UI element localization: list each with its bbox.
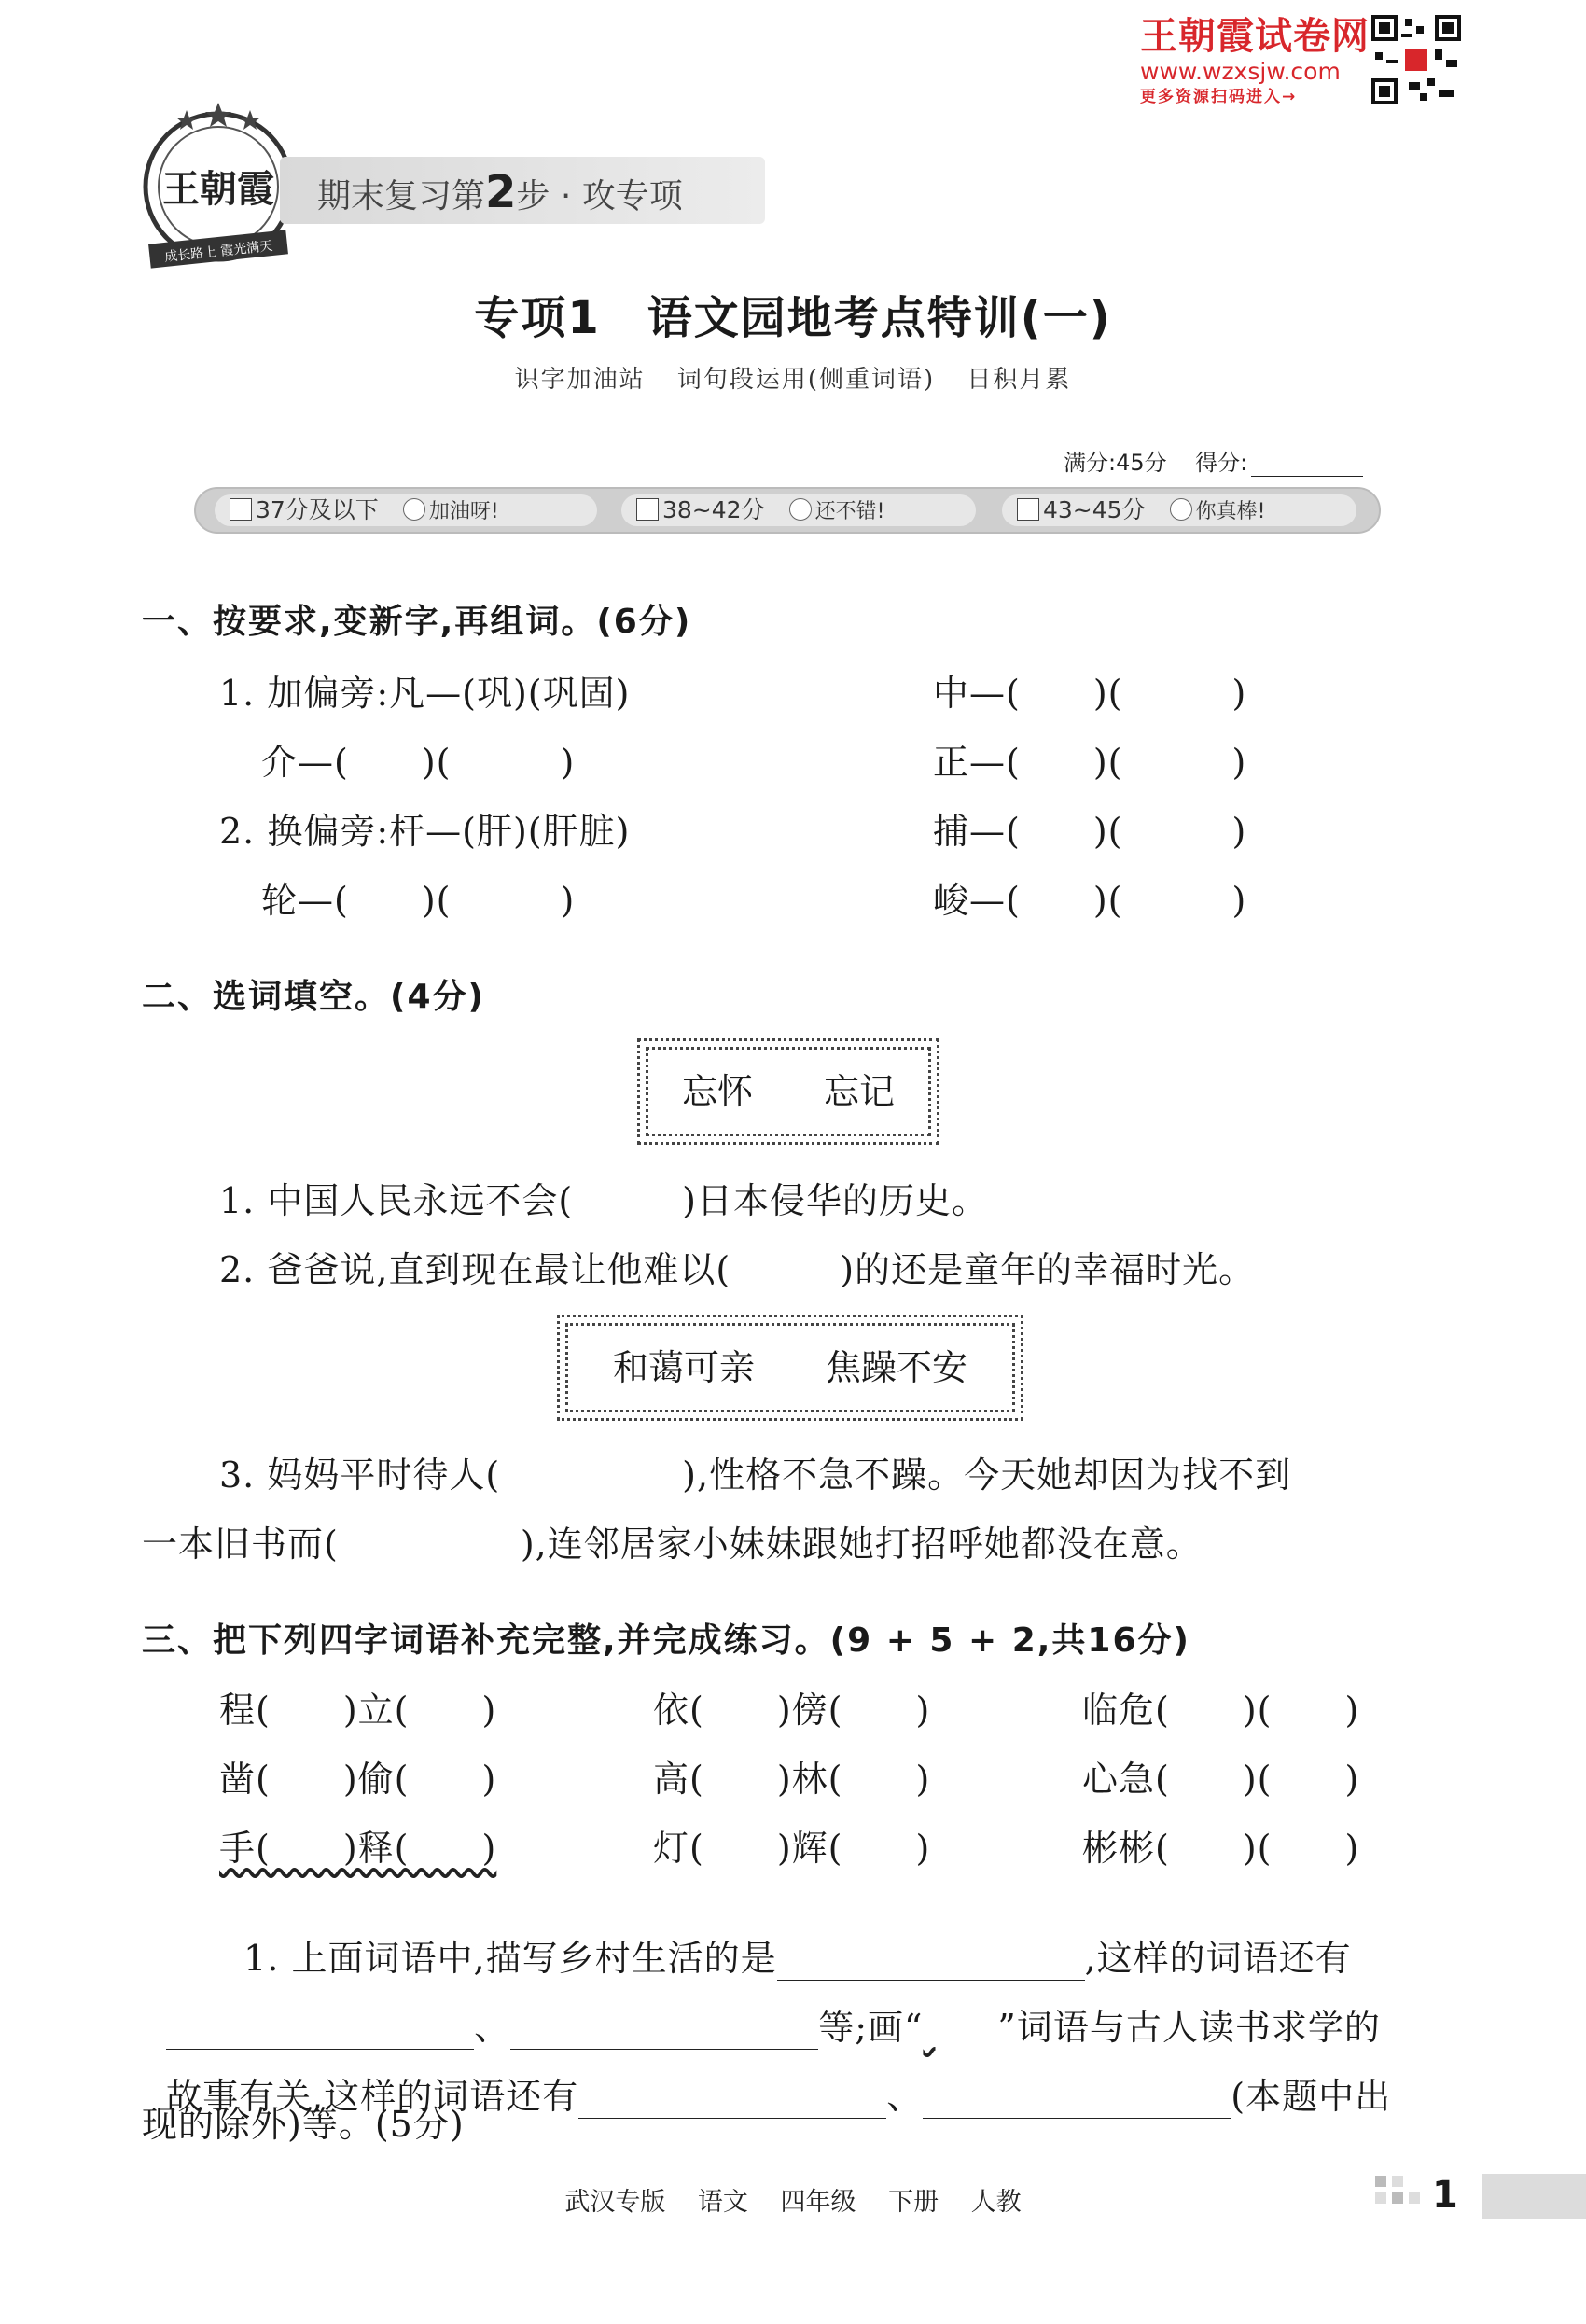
wangzhaoxia-logo: [140, 101, 297, 272]
s1-row1-right[interactable]: 中—( )( ): [933, 673, 1247, 714]
full-score: 满分:45分: [1064, 450, 1167, 476]
page-title: 专项1 语文园地考点特训(一): [474, 292, 1112, 344]
s3-q1-text: 、: [886, 2076, 924, 2117]
s3-q1-text: 等;画“: [818, 2007, 924, 2048]
s2-q3-line1[interactable]: 3. 妈妈平时待人( ),性格不急不躁。今天她却因为找不到: [219, 1454, 1292, 1496]
footer-edition: 武汉专版 语文 四年级 下册 人教: [564, 2188, 1022, 2217]
s3-q1-text: ”词语与古人读书求学的: [997, 2007, 1381, 2048]
grade-range: 37分及以下: [256, 496, 379, 523]
grade-range: 38~42分: [662, 496, 765, 523]
word-box-1: 忘怀 忘记: [646, 1047, 931, 1136]
step-banner-text: [317, 166, 683, 218]
s1-row2-right[interactable]: 正—( )( ): [933, 742, 1247, 783]
s1-row4-left[interactable]: 轮—( )( ): [261, 880, 576, 921]
smiley-icon: [403, 498, 425, 521]
s3-q1-text: 故事有关,这样的词语还有: [166, 2076, 579, 2117]
s1-row3-right[interactable]: 捕—( )( ): [933, 811, 1247, 852]
s1-row1-left: 1. 加偏旁:凡—(巩)(巩固): [219, 673, 631, 714]
idiom-item[interactable]: 依( )傍( ): [653, 1690, 931, 1731]
step-suffix: 步 · 攻专项: [516, 177, 683, 216]
checkbox-icon[interactable]: [1017, 498, 1039, 521]
s2-q2[interactable]: 2. 爸爸说,直到现在最让他难以( )的还是童年的幸福时光。: [219, 1249, 1256, 1290]
page-subtitle: 识字加油站 词句段运用(侧重词语) 日积月累: [514, 366, 1072, 394]
score-field[interactable]: [1251, 457, 1363, 477]
idiom-item[interactable]: 程( )立( ): [219, 1690, 497, 1731]
step-number: 2: [485, 166, 517, 218]
page-number: 1: [1432, 2174, 1458, 2217]
grade-cheer: 加油呀!: [428, 500, 499, 523]
checkbox-icon[interactable]: [230, 498, 252, 521]
grade-option-mid[interactable]: [621, 494, 976, 526]
idiom-item-wavy[interactable]: 手( )释( ): [219, 1828, 497, 1869]
page-tab: [1482, 2174, 1586, 2219]
score-line: [1064, 444, 1363, 477]
s2-q1[interactable]: 1. 中国人民永远不会( )日本侵华的历史。: [219, 1180, 988, 1221]
step-prefix: 期末复习第: [317, 177, 486, 216]
grade-range: 43~45分: [1043, 496, 1146, 523]
idiom-item[interactable]: 临危( )( ): [1082, 1690, 1360, 1731]
idiom-item[interactable]: 凿( )偷( ): [219, 1759, 497, 1800]
logo-tagline: 成长路上 霞光满天: [163, 238, 274, 266]
s3-q1-text: (本题中出: [1231, 2076, 1392, 2117]
s1-row3-left: 2. 换偏旁:杆—(肝)(肝脏): [219, 811, 631, 852]
s1-row4-right[interactable]: 峻—( )( ): [933, 880, 1247, 921]
grade-cheer: 你真棒!: [1195, 500, 1266, 523]
section-2-title: 二、选词填空。(4分): [142, 978, 485, 1016]
grade-bar: [194, 487, 1381, 534]
idiom-item[interactable]: 彬彬( )( ): [1082, 1828, 1360, 1869]
answer-blank[interactable]: [923, 2090, 1231, 2119]
idiom-item[interactable]: 心急( )( ): [1082, 1759, 1360, 1800]
s2-q3-line2[interactable]: 一本旧书而( ),连邻居家小妹妹跟她打招呼她都没在意。: [142, 1524, 1203, 1565]
s3-q1-text: ,这样的词语还有: [1084, 1938, 1352, 1979]
page-corner-decoration-icon: [1375, 2176, 1422, 2217]
s3-q1-text: 1. 上面词语中,描写乡村生活的是: [243, 1938, 777, 1979]
smiley-icon: [789, 498, 812, 521]
checkbox-icon[interactable]: [636, 498, 659, 521]
brand-url[interactable]: www.wzxsjw.com: [1140, 58, 1341, 85]
logo-name: 王朝霞: [162, 167, 274, 211]
grade-cheer: 还不错!: [814, 500, 885, 523]
grade-option-low[interactable]: [215, 494, 597, 526]
smiley-icon: [1170, 498, 1192, 521]
brand-more-link[interactable]: 更多资源扫码进入→: [1140, 88, 1298, 106]
brand-title: 王朝霞试卷网: [1140, 15, 1370, 58]
score-label: 得分:: [1195, 450, 1248, 476]
s3-q1-line4: 现的除外)等。(5分): [142, 2104, 465, 2145]
grade-option-high[interactable]: [1002, 494, 1356, 526]
section-1-title: 一、按要求,变新字,再组词。(6分): [142, 603, 692, 641]
section-3-title: 三、把下列四字词语补充完整,并完成练习。(9 + 5 + 2,共16分): [142, 1621, 1190, 1660]
s3-q1-text: 、: [474, 2007, 511, 2048]
idiom-item[interactable]: 灯( )辉( ): [653, 1828, 931, 1869]
answer-blank[interactable]: [578, 2090, 886, 2119]
qr-code-icon[interactable]: [1371, 15, 1461, 104]
word-box-2: 和蔼可亲 焦躁不安: [565, 1323, 1015, 1412]
s1-row2-left[interactable]: 介—( )( ): [261, 742, 576, 783]
idiom-item[interactable]: 高( )林( ): [653, 1759, 931, 1800]
